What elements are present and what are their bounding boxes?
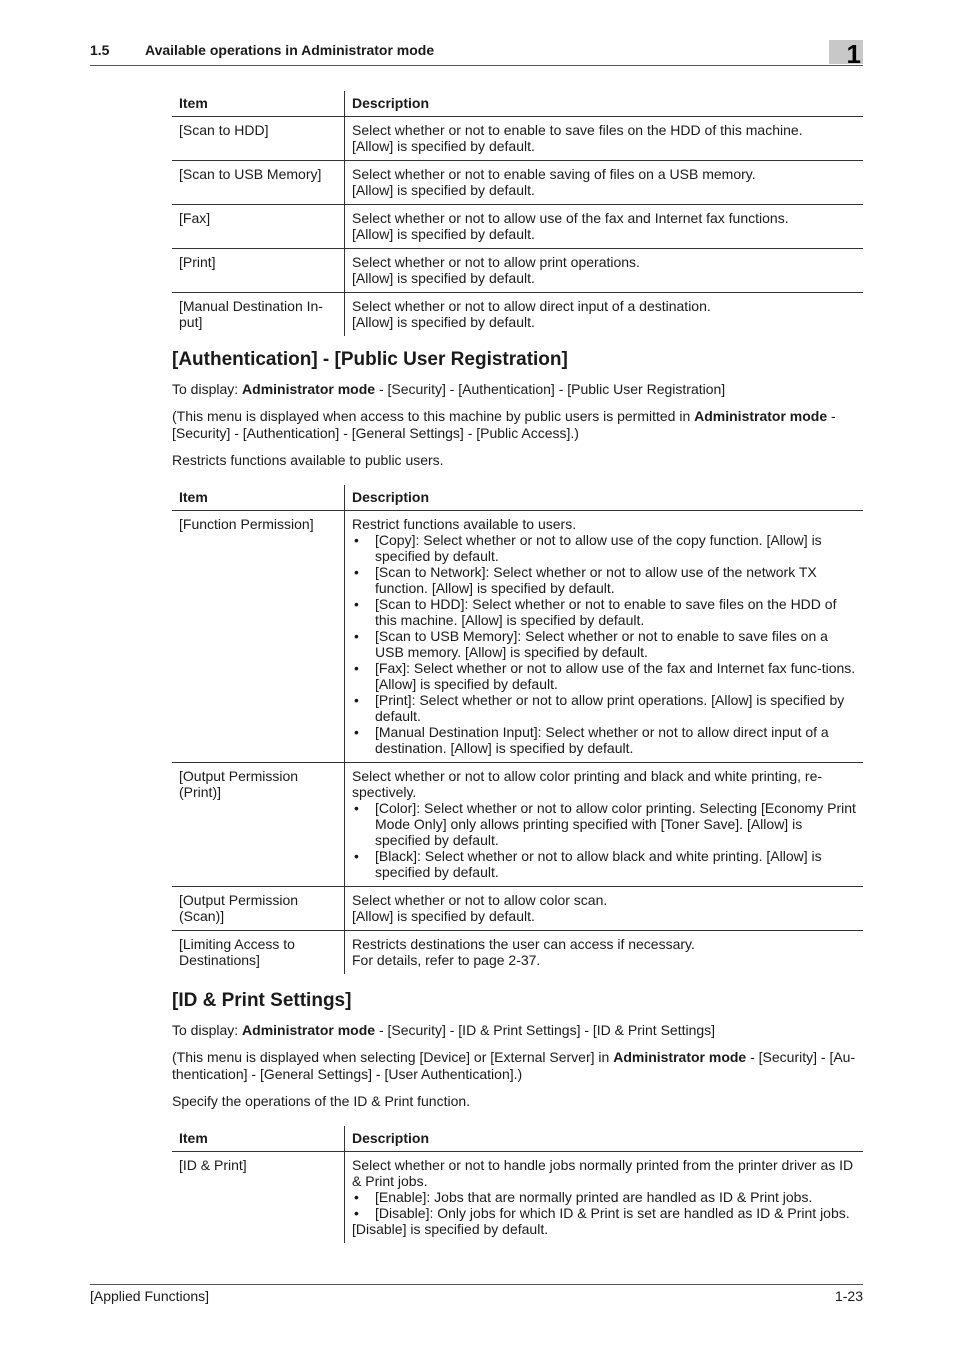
desc-intro: Select whether or not to allow color printing and black and white printing, re-spectively. [352,768,823,800]
table-row [172,205,863,249]
section-number: 1.5 [90,42,110,58]
desc-line: Restricts destinations the user can access if necessary. [352,936,695,952]
table-row [172,161,863,205]
table-row [172,931,863,975]
desc-line: [Allow] is specified by default. [352,314,535,330]
desc-line: Select whether or not to allow print operations. [352,254,640,270]
display-mode: Administrator mode [242,381,376,397]
row-description [345,931,864,975]
row-description [345,117,864,161]
display-note [172,1049,863,1083]
bullet-item: • [Manual Destination Input]: Select whether or not to allow direct input of a destination. [Allow] is specified by default. [352,724,856,756]
bullet-item: • [Scan to Network]: Select whether or not to allow use of the network TX function. [Allow] is specified by default. [352,564,856,596]
display-prefix: To display: [172,381,243,397]
chapter-number: 1 [846,39,861,69]
bullet-list [352,800,856,880]
display-prefix: To display: [172,1022,243,1038]
row-item: [Scan to HDD] [172,117,345,161]
desc-line: Select whether or not to allow direct input of a destination. [352,298,711,314]
display-note [172,408,863,442]
page-footer [90,1284,863,1304]
row-item: [Manual Destination In-put] [172,293,345,337]
table-header-row [172,91,863,117]
row-description [345,205,864,249]
desc-line: [Allow] is specified by default. [352,270,535,286]
col-item-header: Item [172,1126,345,1152]
row-description [345,1152,864,1244]
row-description [345,249,864,293]
row-description [345,887,864,931]
desc-line: [Allow] is specified by default. [352,908,535,924]
table-id-print [172,1126,863,1243]
table-scan-permissions [172,91,863,336]
col-item-header: Item [172,485,345,511]
desc-intro: Select whether or not to handle jobs normally printed from the printer driver as ID & Print jobs. [352,1157,854,1189]
note-prefix: (This menu is displayed when access to this machine by public users is permitted in [172,408,695,424]
bullet-item: • [Enable]: Jobs that are normally printed are handled as ID & Print jobs. [352,1189,856,1205]
row-description [345,511,864,763]
note-mode: Administrator mode [694,408,828,424]
display-rest: - [Security] - [Authentication] - [Public User Registration] [375,381,726,397]
row-item: [Function Permission] [172,511,345,763]
col-description-header: Description [345,91,864,117]
row-item: [Limiting Access to Destinations] [172,931,345,975]
display-rest: - [Security] - [ID & Print Settings] - [ID & Print Settings] [375,1022,716,1038]
chapter-badge [829,39,863,69]
desc-line: Select whether or not to enable to save files on the HDD of this machine. [352,122,803,138]
desc-intro: Restrict functions available to users. [352,516,577,532]
display-path [172,1022,863,1039]
section-summary: Restricts functions available to public users. [172,452,444,468]
desc-line: Select whether or not to enable saving of files on a USB memory. [352,166,756,182]
desc-line: For details, refer to page 2-37. [352,952,541,968]
desc-line: [Allow] is specified by default. [352,138,535,154]
table-row [172,249,863,293]
col-item-header: Item [172,91,345,117]
bullet-item: • [Scan to HDD]: Select whether or not to enable to save files on the HDD of this machine. [Allow] is specified by default. [352,596,856,628]
table-public-user-settings [172,485,863,974]
table-header-row [172,1126,863,1152]
section-title: Available operations in Administrator mode [145,42,435,58]
table-row [172,293,863,337]
table-row [172,887,863,931]
table-row [172,763,863,887]
bullet-item: • [Scan to USB Memory]: Select whether or not to enable to save files on a USB memory. [Allow] is specified by default. [352,628,856,660]
note-mode: Administrator mode [613,1049,747,1065]
note-rest: - [Security] - [Authentication] - [General Settings] - [Public Access].) [172,408,836,441]
page-header [90,38,863,69]
heading-public-user-registration: [Authentication] - [Public User Registration] [172,349,568,370]
desc-line: [Allow] is specified by default. [352,182,535,198]
heading-id-print-settings: [ID & Print Settings] [172,990,352,1011]
bullet-item: • [Disable]: Only jobs for which ID & Print is set are handled as ID & Print jobs. [352,1205,856,1221]
row-description [345,763,864,887]
desc-line: Select whether or not to allow color scan. [352,892,608,908]
col-description-header: Description [345,1126,864,1152]
row-item: [Output Permission (Print)] [172,763,345,887]
table-row [172,117,863,161]
table-row [172,511,863,763]
note-prefix: (This menu is displayed when selecting [Device] or [External Server] in [172,1049,614,1065]
row-item: [Print] [172,249,345,293]
page-number: 1-23 [834,1288,863,1304]
bullet-item: • [Copy]: Select whether or not to allow use of the copy function. [Allow] is specified by default. [352,532,856,564]
row-item: [Fax] [172,205,345,249]
row-description [345,161,864,205]
bullet-list [352,532,856,756]
bullet-item: • [Print]: Select whether or not to allow print operations. [Allow] is specified by default. [352,692,856,724]
desc-outro: [Disable] is specified by default. [352,1221,549,1237]
desc-line: [Allow] is specified by default. [352,226,535,242]
note-rest: - [Security] - [Au-thentication] - [General Settings] - [User Authentication].) [172,1049,856,1082]
table-row [172,1152,863,1244]
row-item: [ID & Print] [172,1152,345,1244]
footer-title: [Applied Functions] [90,1288,210,1304]
display-path [172,381,863,398]
section-summary: Specify the operations of the ID & Print function. [172,1093,471,1109]
bullet-item: • [Color]: Select whether or not to allow color printing. Selecting [Economy Print Mode Only] only allows printing specified with [Toner Save]. [Allow] is specified by default. [352,800,856,848]
row-description [345,293,864,337]
row-item: [Output Permission (Scan)] [172,887,345,931]
row-item: [Scan to USB Memory] [172,161,345,205]
col-description-header: Description [345,485,864,511]
desc-line: Select whether or not to allow use of the fax and Internet fax functions. [352,210,789,226]
bullet-list [352,1189,856,1221]
table-header-row [172,485,863,511]
bullet-item: • [Black]: Select whether or not to allow black and white printing. [Allow] is specified by default. [352,848,856,880]
bullet-item: • [Fax]: Select whether or not to allow use of the fax and Internet fax func-tions. [Allow] is specified by default. [352,660,856,692]
display-mode: Administrator mode [242,1022,376,1038]
